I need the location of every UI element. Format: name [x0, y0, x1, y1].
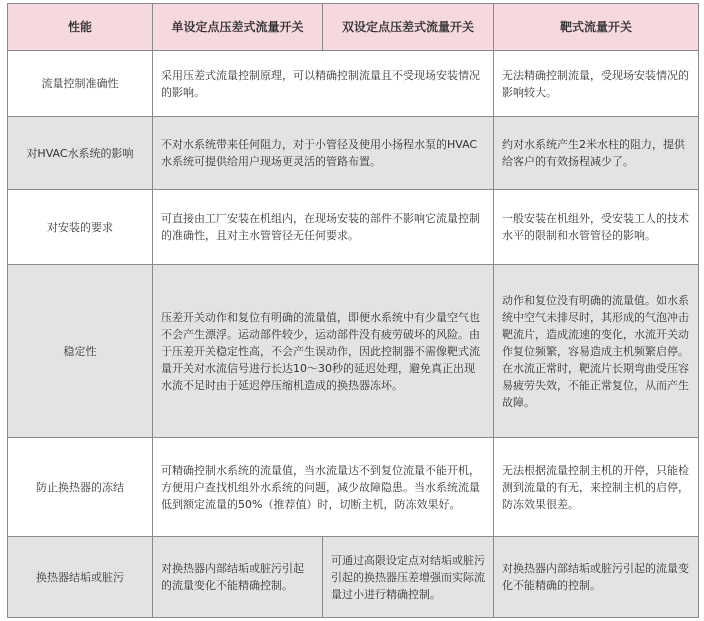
differential-switch-cell: 可精确控制水系统的流量值，当水流量达不到复位流量不能开机，方便用户查找机组外水系统的问题，减少故障隐患。当水系统流量低到额定流量的50%（推荐值）时，切断主机，防冻效果好。 — [153, 438, 494, 537]
table-row — [8, 117, 699, 190]
row-label: 对安装的要求 — [8, 190, 153, 265]
table-row — [8, 190, 699, 265]
table-row — [8, 537, 699, 618]
table-row — [8, 51, 699, 117]
double-setpoint-cell: 可通过高限设定点对结垢或脏污引起的换热器压差增强而实际流量过小进行精确控制。 — [323, 537, 494, 618]
header-single-setpoint: 单设定点压差式流量开关 — [153, 4, 323, 51]
target-switch-cell: 无法根据流量控制主机的开停，只能检测到流量的有无，来控制主机的启停，防冻效果很差。 — [494, 438, 699, 537]
differential-switch-cell: 不对水系统带来任何阻力，对于小管径及使用小扬程水泵的HVAC水系统可提供给用户现场更灵活的管路布置。 — [153, 117, 494, 190]
target-switch-cell: 无法精确控制流量，受现场安装情况的影响较大。 — [494, 51, 699, 117]
table-row — [8, 265, 699, 438]
target-switch-cell: 对换热器内部结垢或脏污引起的流量变化不能精确的控制。 — [494, 537, 699, 618]
differential-switch-cell: 可直接由工厂安装在机组内，在现场安装的部件不影响它流量控制的准确性，且对主水管管径无任何要求。 — [153, 190, 494, 265]
header-feature: 性能 — [8, 4, 153, 51]
row-label: 换热器结垢或脏污 — [8, 537, 153, 618]
row-label: 稳定性 — [8, 265, 153, 438]
target-switch-cell: 动作和复位没有明确的流量值。如水系统中空气未排尽时，其形成的气泡冲击靶流片，造成流速的变化，水流开关动作复位频繁，容易造成主机频繁启停。在水流正常时，靶流片长期弯曲受压容易疲劳失效，不能正常复位，从而产生故障。 — [494, 265, 699, 438]
target-switch-cell: 约对水系统产生2米水柱的阻力，提供给客户的有效扬程减少了。 — [494, 117, 699, 190]
row-label: 流量控制准确性 — [8, 51, 153, 117]
header-double-setpoint: 双设定点压差式流量开关 — [323, 4, 494, 51]
header-target-switch: 靶式流量开关 — [494, 4, 699, 51]
table-row — [8, 438, 699, 537]
target-switch-cell: 一般安装在机组外，受安装工人的技术水平的限制和水管管径的影响。 — [494, 190, 699, 265]
differential-switch-cell: 采用压差式流量控制原理，可以精确控制流量且不受现场安装情况的影响。 — [153, 51, 494, 117]
row-label: 对HVAC水系统的影响 — [8, 117, 153, 190]
comparison-table — [7, 3, 699, 618]
single-setpoint-cell: 对换热器内部结垢或脏污引起的流量变化不能精确控制。 — [153, 537, 323, 618]
row-label: 防止换热器的冻结 — [8, 438, 153, 537]
differential-switch-cell: 压差开关动作和复位有明确的流量值，即便水系统中有少量空气也不会产生漂浮。运动部件较少，运动部件没有疲劳破坏的风险。由于压差开关稳定性高，不会产生误动作，因此控制器不需像靶式流量开关对水流信号进行长达10～30秒的延迟处理，避免真正出现水流不足时由于延迟停压缩机造成的换热器冻坏。 — [153, 265, 494, 438]
header-row — [8, 4, 699, 51]
